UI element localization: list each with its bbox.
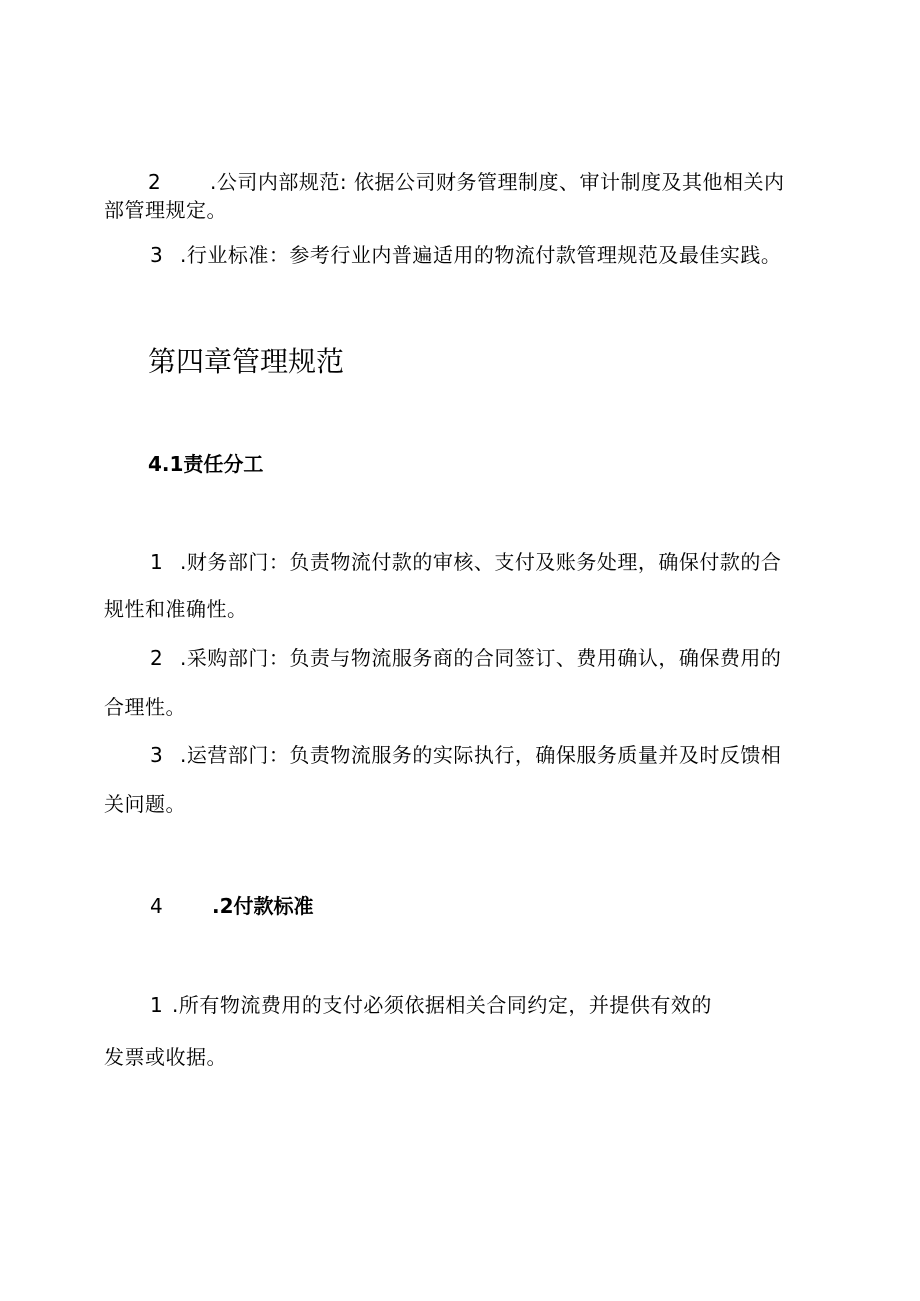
item-number: 2	[148, 170, 162, 194]
item-number: 1	[150, 993, 164, 1017]
item-text: .行业标准：参考行业内普遍适用的物流付款管理规范及最佳实践。	[180, 243, 782, 267]
item-number: 1	[150, 550, 164, 574]
section-number: 4	[150, 894, 163, 918]
responsibility-item-1	[150, 550, 781, 574]
responsibility-item-3	[150, 743, 781, 767]
section-title-text: .2付款标准	[212, 894, 314, 918]
responsibility-item-2-continuation: 合理性。	[104, 695, 186, 719]
section-title-4-1: 4.1责任分工	[148, 452, 264, 476]
section-title-4-2	[150, 894, 314, 918]
item-number: 3	[150, 743, 164, 767]
chapter-title: 第四章管理规范	[148, 345, 345, 378]
responsibility-item-3-continuation: 关问题。	[104, 792, 186, 816]
payment-standard-item-1	[150, 993, 712, 1017]
responsibility-item-2	[150, 646, 781, 670]
item-number: 2	[150, 646, 164, 670]
basis-item-3	[150, 243, 781, 267]
item-text: .运营部门：负责物流服务的实际执行，确保服务质量并及时反馈相	[180, 743, 782, 767]
item-text: .财务部门：负责物流付款的审核、支付及账务处理，确保付款的合	[180, 550, 782, 574]
item-number: 3	[150, 243, 164, 267]
item-text: .采购部门：负责与物流服务商的合同签订、费用确认，确保费用的	[180, 646, 782, 670]
basis-item-2	[148, 170, 784, 194]
payment-standard-item-1-continuation: 发票或收据。	[104, 1045, 227, 1069]
basis-item-2-continuation: 部管理规定。	[104, 198, 227, 222]
item-text: .公司内部规范: 依据公司财务管理制度、审计制度及其他相关内	[210, 170, 785, 194]
responsibility-item-1-continuation: 规性和准确性。	[104, 597, 248, 621]
item-text: .所有物流费用的支付必须依据相关合同约定，并提供有效的	[172, 993, 712, 1017]
